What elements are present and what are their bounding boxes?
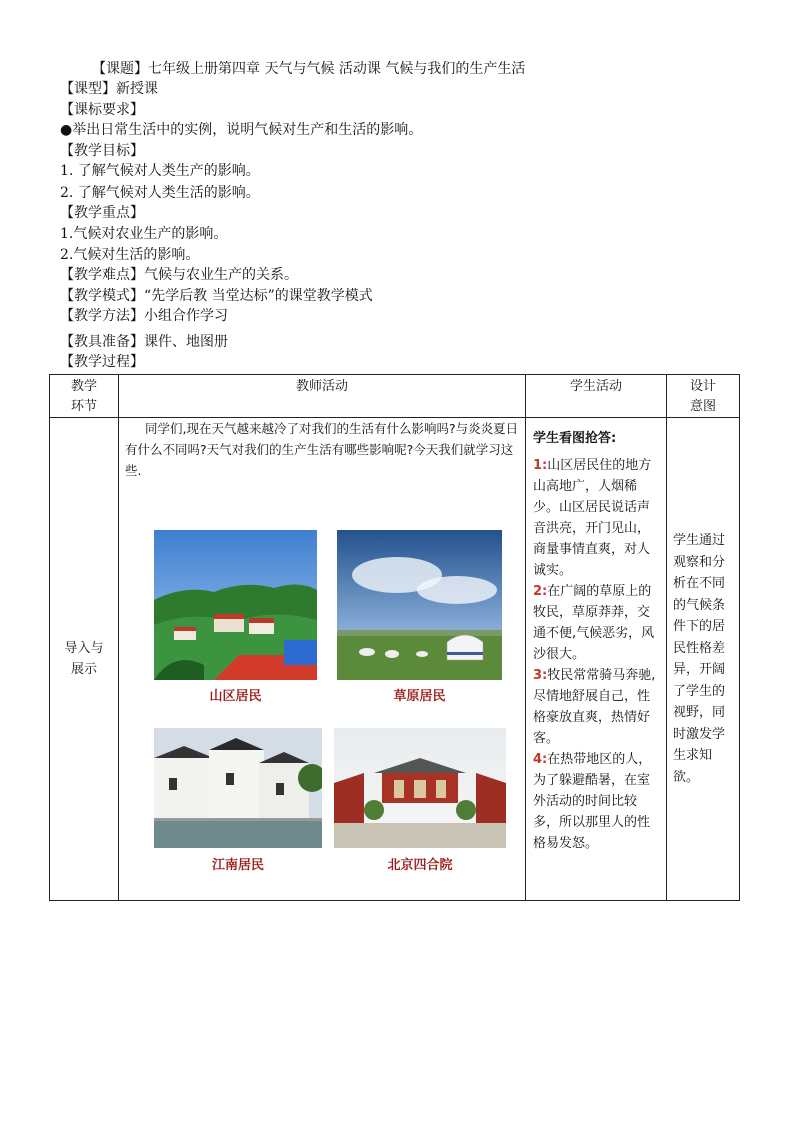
student-answer-1: 1:山区居民住的地方山高地广，人烟稀少。山区居民说话声音洪亮，开门见山，商量事情直爽，对人诚实。 (533, 458, 652, 578)
lesson-type: 【课型】新授课 (60, 81, 158, 97)
goals-title: 【教学目标】 (60, 143, 144, 159)
design-intent-cell: 学生通过观察和分析在不同的气候条件下的居民性格差异，开阔了学生的视野，同时激发学生求知欲。 (667, 418, 740, 901)
header-design: 设计意图 (667, 375, 740, 418)
lesson-process-table (49, 374, 740, 901)
siheyuan-photo (334, 728, 506, 848)
header-stage: 教学环节 (50, 375, 119, 418)
student-answer-3: 3:牧民常常骑马奔驰,尽情地舒展自己，性格豪放直爽，热情好客。 (533, 668, 656, 746)
teaching-method: 【教学方法】小组合作学习 (60, 308, 228, 324)
header-student: 学生活动 (526, 375, 667, 418)
difficulty: 【教学难点】气候与农业生产的关系。 (60, 267, 298, 283)
teaching-tools: 【教具准备】课件、地图册 (60, 334, 228, 350)
student-activity-cell (526, 418, 667, 901)
standard-title: 【课标要求】 (60, 102, 144, 118)
student-heading: 学生看图抢答: (533, 431, 617, 446)
caption-mountain: 山区居民 (209, 689, 262, 704)
jiangnan-houses-photo (154, 728, 322, 848)
key-points-title: 【教学重点】 (60, 205, 144, 221)
student-answer-4: 4:在热带地区的人，为了躲避酷暑，在室外活动的时间比较多，所以那里人的性格易发怒。 (533, 752, 652, 851)
teacher-activity-cell (119, 418, 526, 901)
lesson-topic: 【课题】七年级上册第四章 天气与气候 活动课 气候与我们的生产生活 (92, 61, 526, 77)
standard-text: ●举出日常生活中的实例，说明气候对生产和生活的影响。 (60, 122, 423, 138)
goal-1: 1. 了解气候对人类生产的影响。 (60, 163, 260, 179)
student-answer-2: 2:在广阔的草原上的牧民，草原莽莽，交通不便,气候恶劣，风沙很大。 (533, 584, 655, 662)
goal-2: 2. 了解气候对人类生活的影响。 (60, 185, 260, 201)
caption-jiangnan: 江南居民 (211, 858, 264, 873)
key-point-2: 2.气候对生活的影响。 (60, 247, 200, 263)
grassland-yurt-photo (337, 530, 502, 680)
header-teacher: 教师活动 (119, 375, 526, 418)
teaching-mode: 【教学模式】“先学后教 当堂达标”的课堂教学模式 (60, 288, 373, 304)
process-title: 【教学过程】 (60, 354, 144, 370)
mountain-village-photo (154, 530, 317, 680)
caption-siheyuan: 北京四合院 (387, 858, 453, 873)
caption-grassland: 草原居民 (393, 689, 446, 704)
stage-cell: 导入与展示 (50, 418, 119, 901)
teacher-intro-text: 同学们,现在天气越来越冷了对我们的生活有什么影响吗?与炎炎夏日有什么不同吗?天气对我们的生产生活有哪些影响呢?今天我们就学习这些. (125, 421, 519, 478)
key-point-1: 1.气候对农业生产的影响。 (60, 226, 228, 242)
